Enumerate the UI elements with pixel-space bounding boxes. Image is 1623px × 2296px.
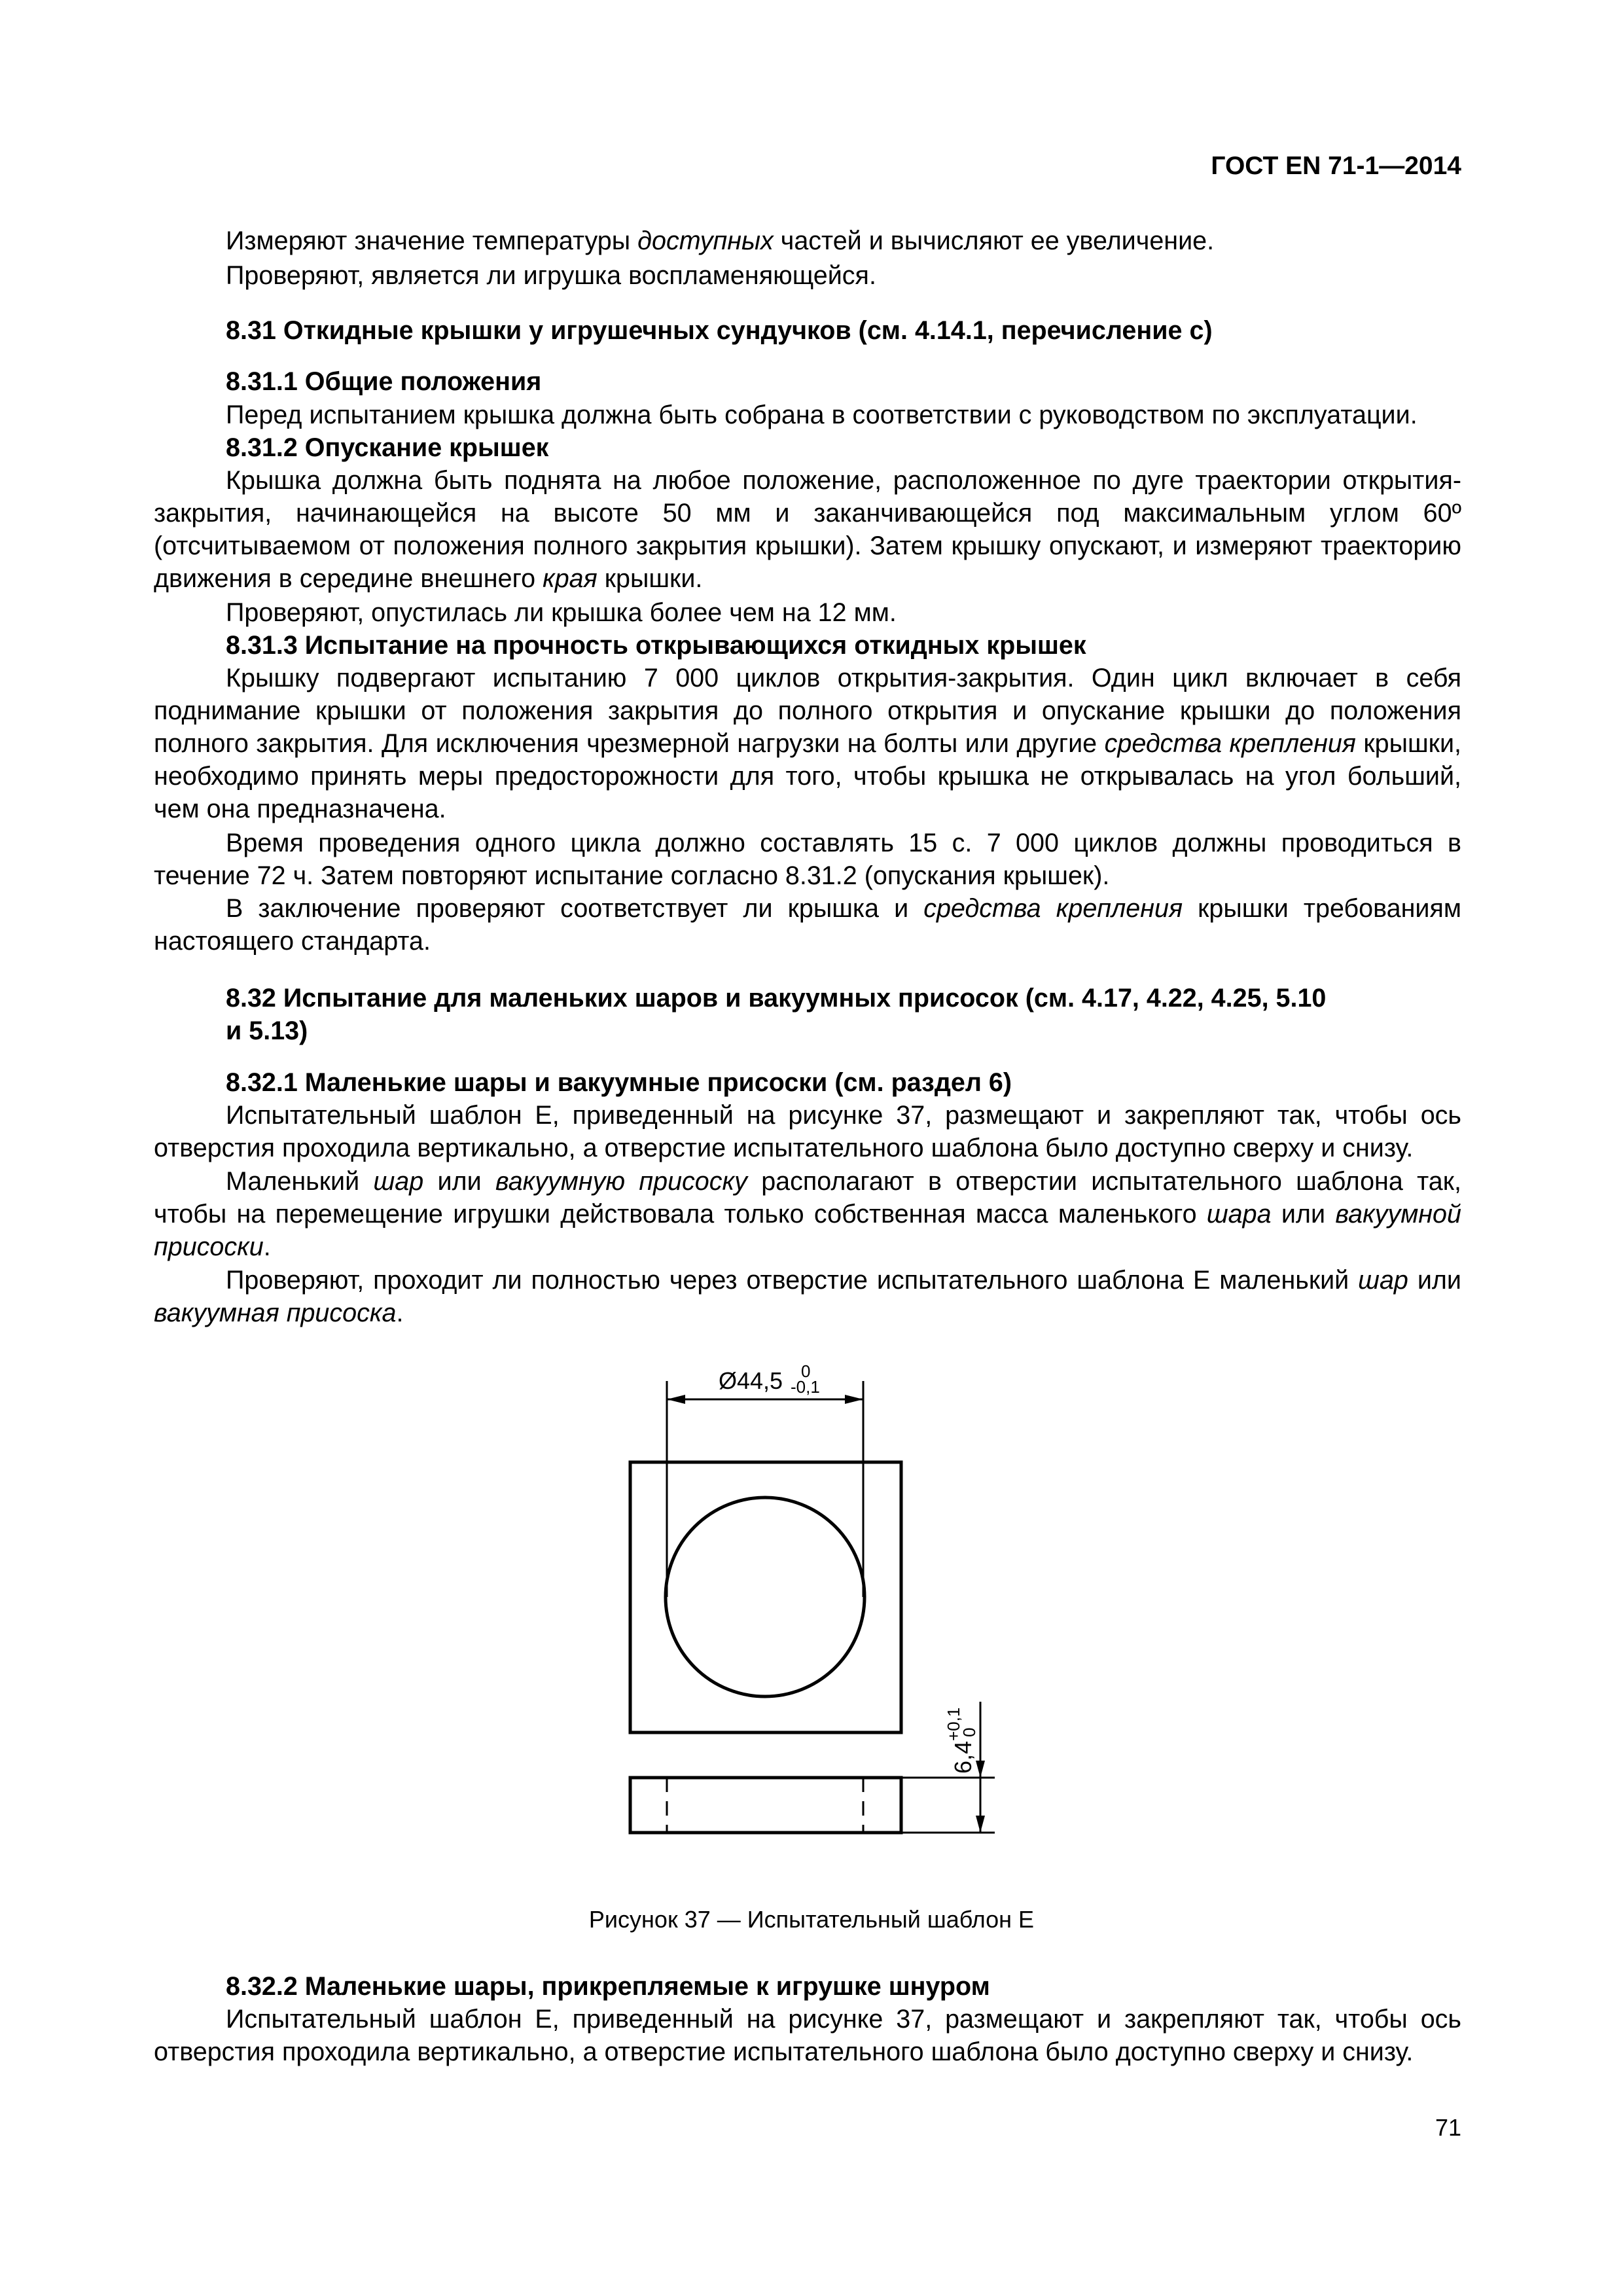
paragraph-assembly: Перед испытанием крышка должна быть собрана в соответствии с руководством по эксплуатации. [226, 401, 1418, 429]
section-heading-8-32-1: 8.32.1 Маленькие шары и вакуумные присоски (см. раздел 6) [226, 1068, 1012, 1097]
paragraph-flammability: Проверяют, является ли игрушка воспламеняющейся. [226, 261, 876, 290]
template-side-view [630, 1778, 901, 1833]
arrow-thickness-bottom [976, 1816, 985, 1833]
section-heading-8-32-cont: и 5.13) [226, 1016, 308, 1045]
arrow-thickness-top [976, 1761, 985, 1778]
arrow-diameter-left [667, 1395, 685, 1404]
paragraph-lid-lowering: Крышка должна быть поднята на любое положение, расположенное по дуге траектории открытия-закрытия, начинающейся на высоте 50 мм и заканчивающейся под максимальным углом 60º (отсчитываемом от положения полного закрытия крышки). Затем крышку опускают, и измеряют траекторию движения в середине внешнего края крышки. [154, 466, 1461, 593]
dim-thickness-lower: 0 [959, 1727, 979, 1737]
dim-diameter-upper: 0 [801, 1361, 811, 1381]
paragraph-template-setup: Испытательный шаблон Е, приведенный на рисунке 37, размещают и закрепляют так, чтобы ось отверстия проходила вертикально, а отверстие испытательного шаблона было доступно сверху и снизу. [154, 1101, 1461, 1162]
section-heading-8-32-2: 8.32.2 Маленькие шары, прикрепляемые к игрушке шнуром [226, 1972, 990, 2001]
paragraph-ball-placement: Маленький шар или вакуумную присоску располагают в отверстии испытательного шаблона так, чтобы на перемещение игрушки действовала только собственная масса маленького шара или вакуумной присоски. [154, 1167, 1461, 1261]
dim-diameter-lower: -0,1 [791, 1377, 820, 1397]
section-heading-8-31-1: 8.31.1 Общие положения [226, 367, 542, 396]
arrow-diameter-right [845, 1395, 863, 1404]
dim-thickness-label: 6,4 [950, 1740, 976, 1774]
paragraph-cycle-time: Время проведения одного цикла должно составлять 15 с. 7 000 циклов должны проводиться в течение 72 ч. Затем повторяют испытание согласно 8.31.2 (опускания крышек). [154, 829, 1461, 890]
template-top-view [630, 1462, 901, 1732]
figure-caption: Рисунок 37 — Испытательный шаблон Е [588, 1906, 1035, 1933]
dim-diameter-label: Ø44,5 [719, 1367, 783, 1394]
section-heading-8-31: 8.31 Откидные крышки у игрушечных сундучков (см. 4.14.1, перечисление с) [226, 316, 1213, 345]
paragraph-template-setup-2: Испытательный шаблон Е, приведенный на рисунке 37, размещают и закрепляют так, чтобы ось отверстия проходила вертикально, а отверстие испытательного шаблона было доступно сверху и снизу. [154, 2005, 1461, 2066]
paragraph-lid-check: Проверяют, опустилась ли крышка более чем на 12 мм. [226, 598, 897, 627]
section-heading-8-32: 8.32 Испытание для маленьких шаров и вакуумных присосок (см. 4.17, 4.22, 4.25, 5.10 [226, 984, 1327, 1013]
paragraph-conclusion: В заключение проверяют соответствует ли крышка и средства крепления крышки требованиям настоящего стандарта. [154, 894, 1461, 956]
dim-thickness-upper: +0,1 [944, 1707, 963, 1741]
section-heading-8-31-3: 8.31.3 Испытание на прочность открывающихся откидных крышек [226, 631, 1086, 660]
page-number: 71 [1435, 2114, 1461, 2141]
document-header: ГОСТ EN 71-1—2014 [1211, 152, 1461, 180]
paragraph-temperature: Измеряют значение температуры доступных частей и вычисляют ее увеличение. [226, 226, 1215, 255]
paragraph-ball-check: Проверяют, проходит ли полностью через отверстие испытательного шаблона Е маленький шар или вакуумная присоска. [154, 1266, 1461, 1327]
section-heading-8-31-2: 8.31.2 Опускание крышек [226, 433, 549, 462]
paragraph-lid-strength: Крышку подвергают испытанию 7 000 циклов открытия-закрытия. Один цикл включает в себя поднимание крышки от положения закрытия до полного открытия и опускание крышки до положения полного закрытия. Для исключения чрезмерной нагрузки на болты или другие средства крепления крышки, необходимо принять меры предосторожности для того, чтобы крышка не открывалась на угол больший, чем она предназначена. [154, 664, 1461, 823]
template-hole [666, 1498, 865, 1696]
